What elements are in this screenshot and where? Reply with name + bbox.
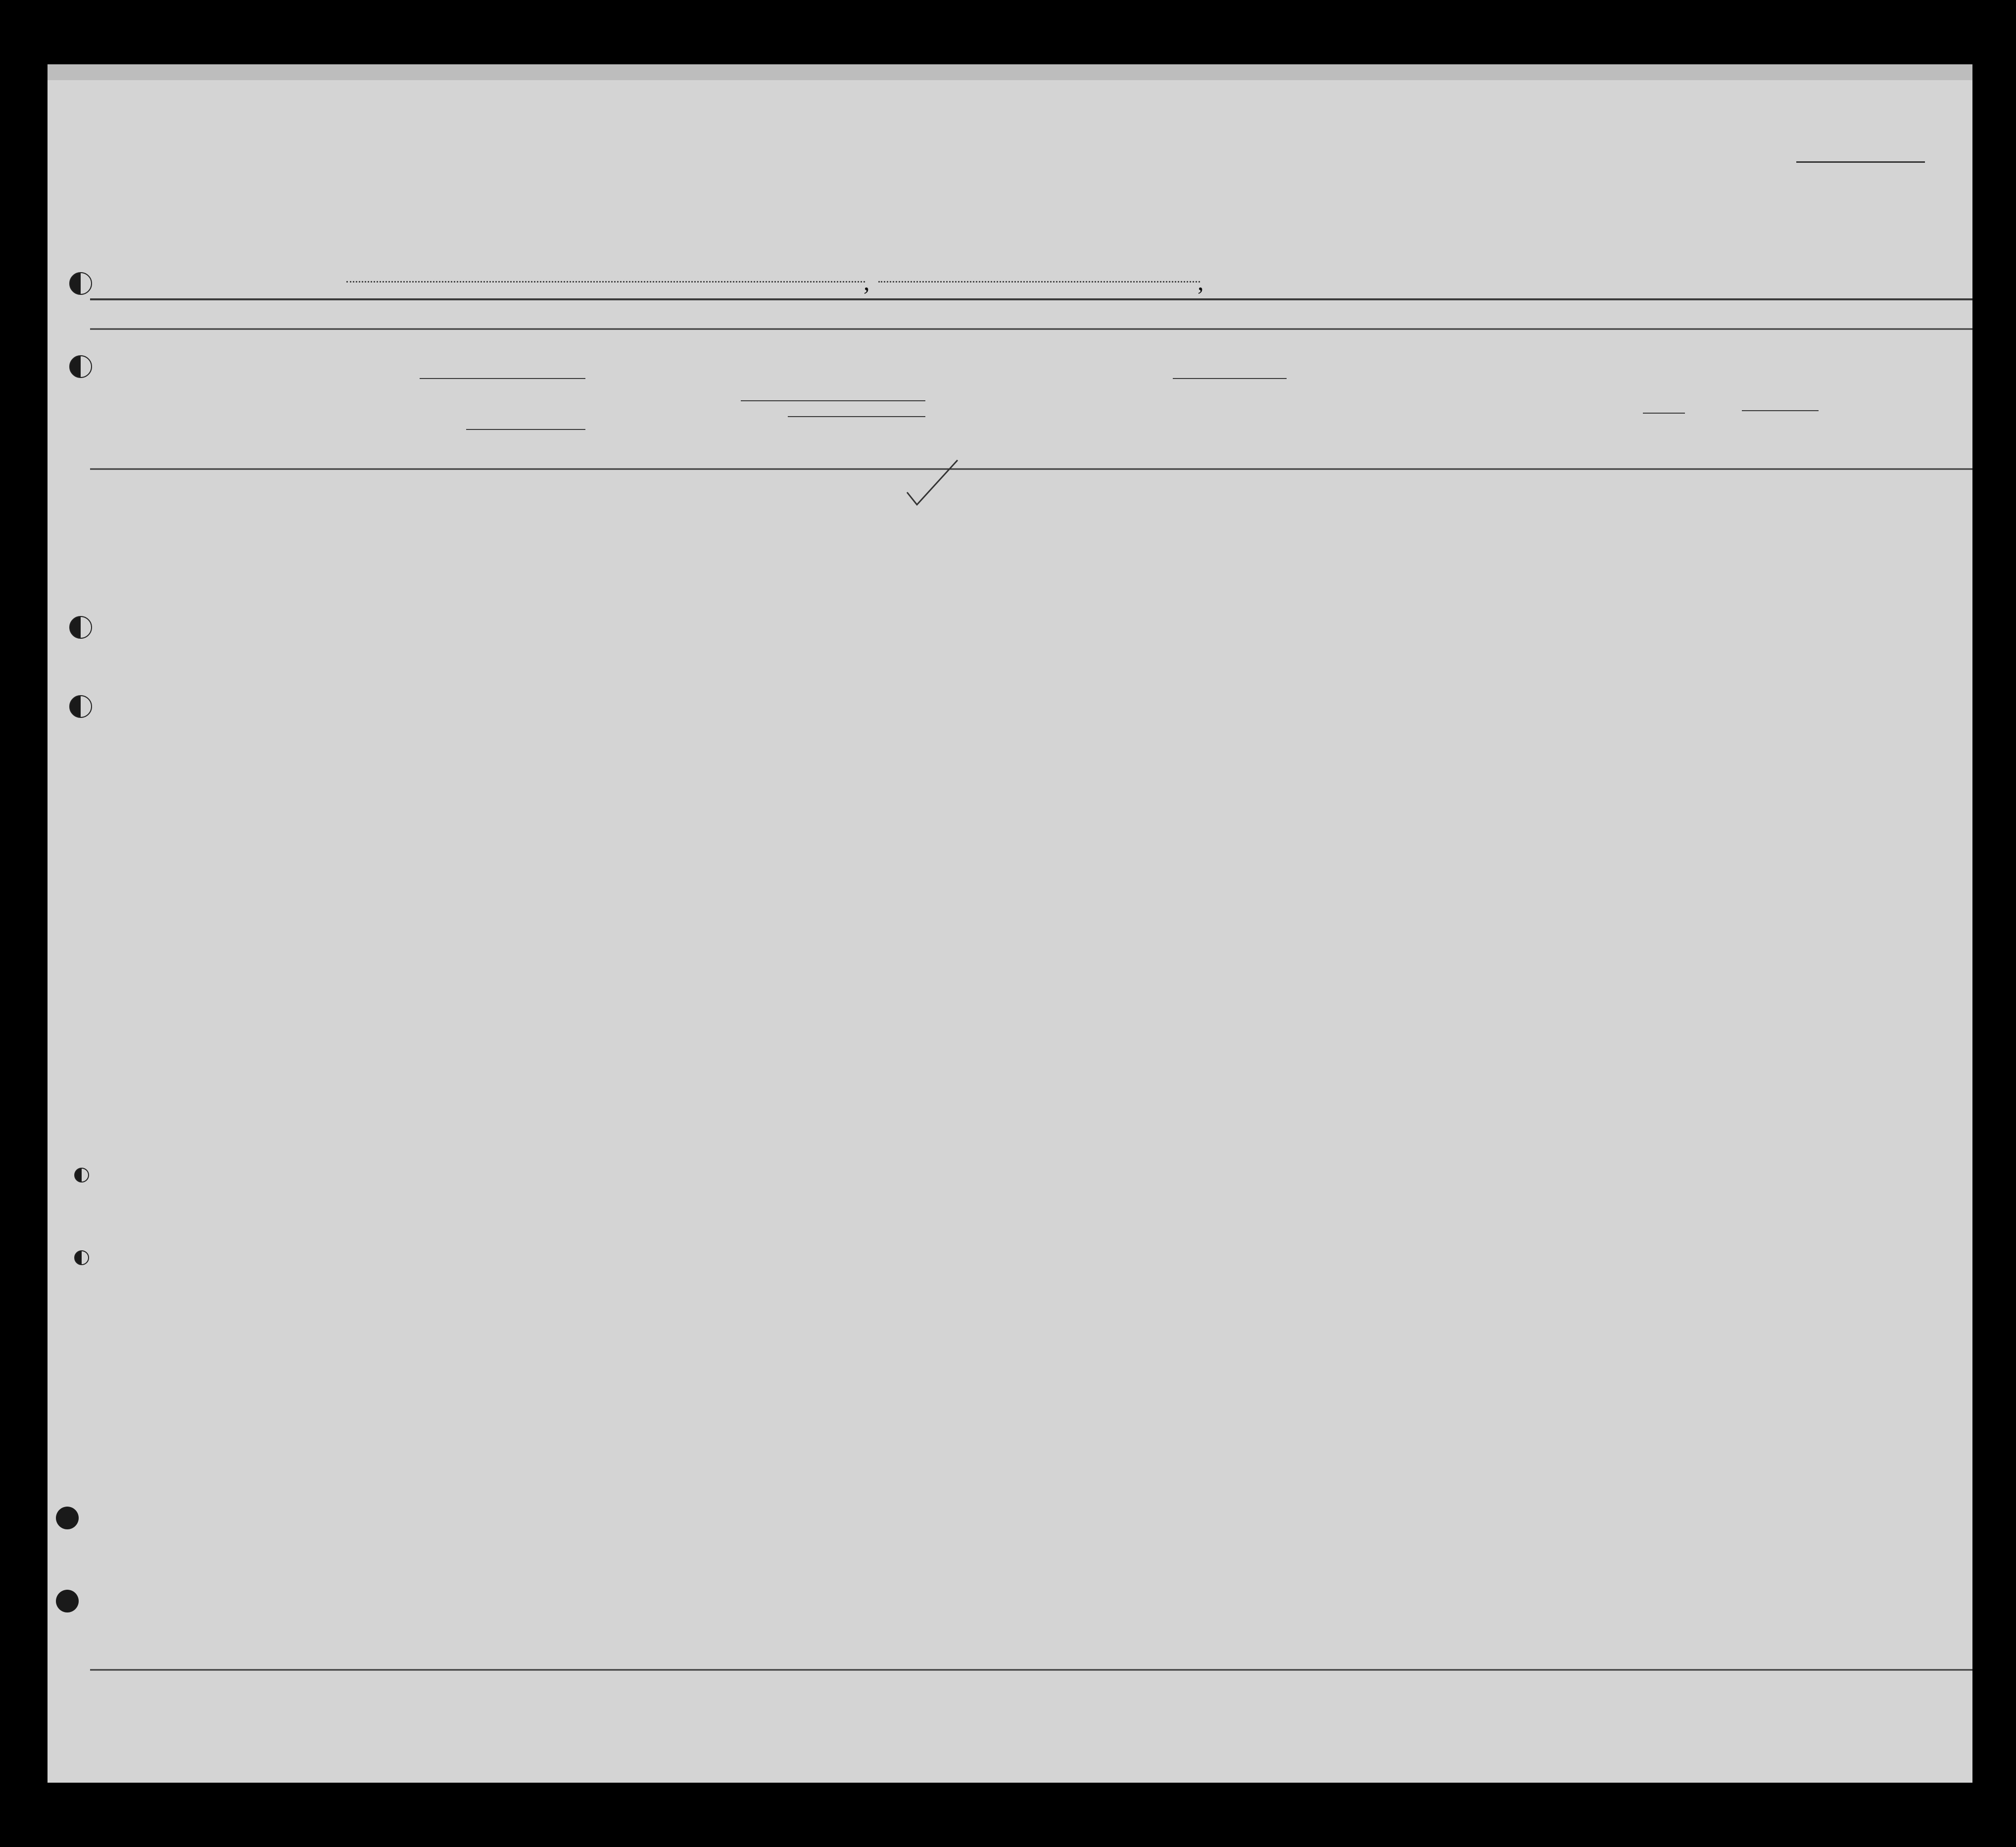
header-labor-offer (1450, 346, 1472, 465)
header-citizen-intent (1262, 383, 1275, 465)
header-arrested (1509, 346, 1524, 465)
check-mark (903, 455, 962, 515)
comma: , (864, 268, 870, 295)
header-overthrow (1391, 346, 1440, 465)
comma: , (1198, 268, 1204, 295)
header-excluded (1483, 346, 1497, 465)
header-prison (1292, 383, 1313, 465)
header-length-of-stay (1227, 383, 1240, 465)
header-return-intent (1185, 383, 1200, 465)
